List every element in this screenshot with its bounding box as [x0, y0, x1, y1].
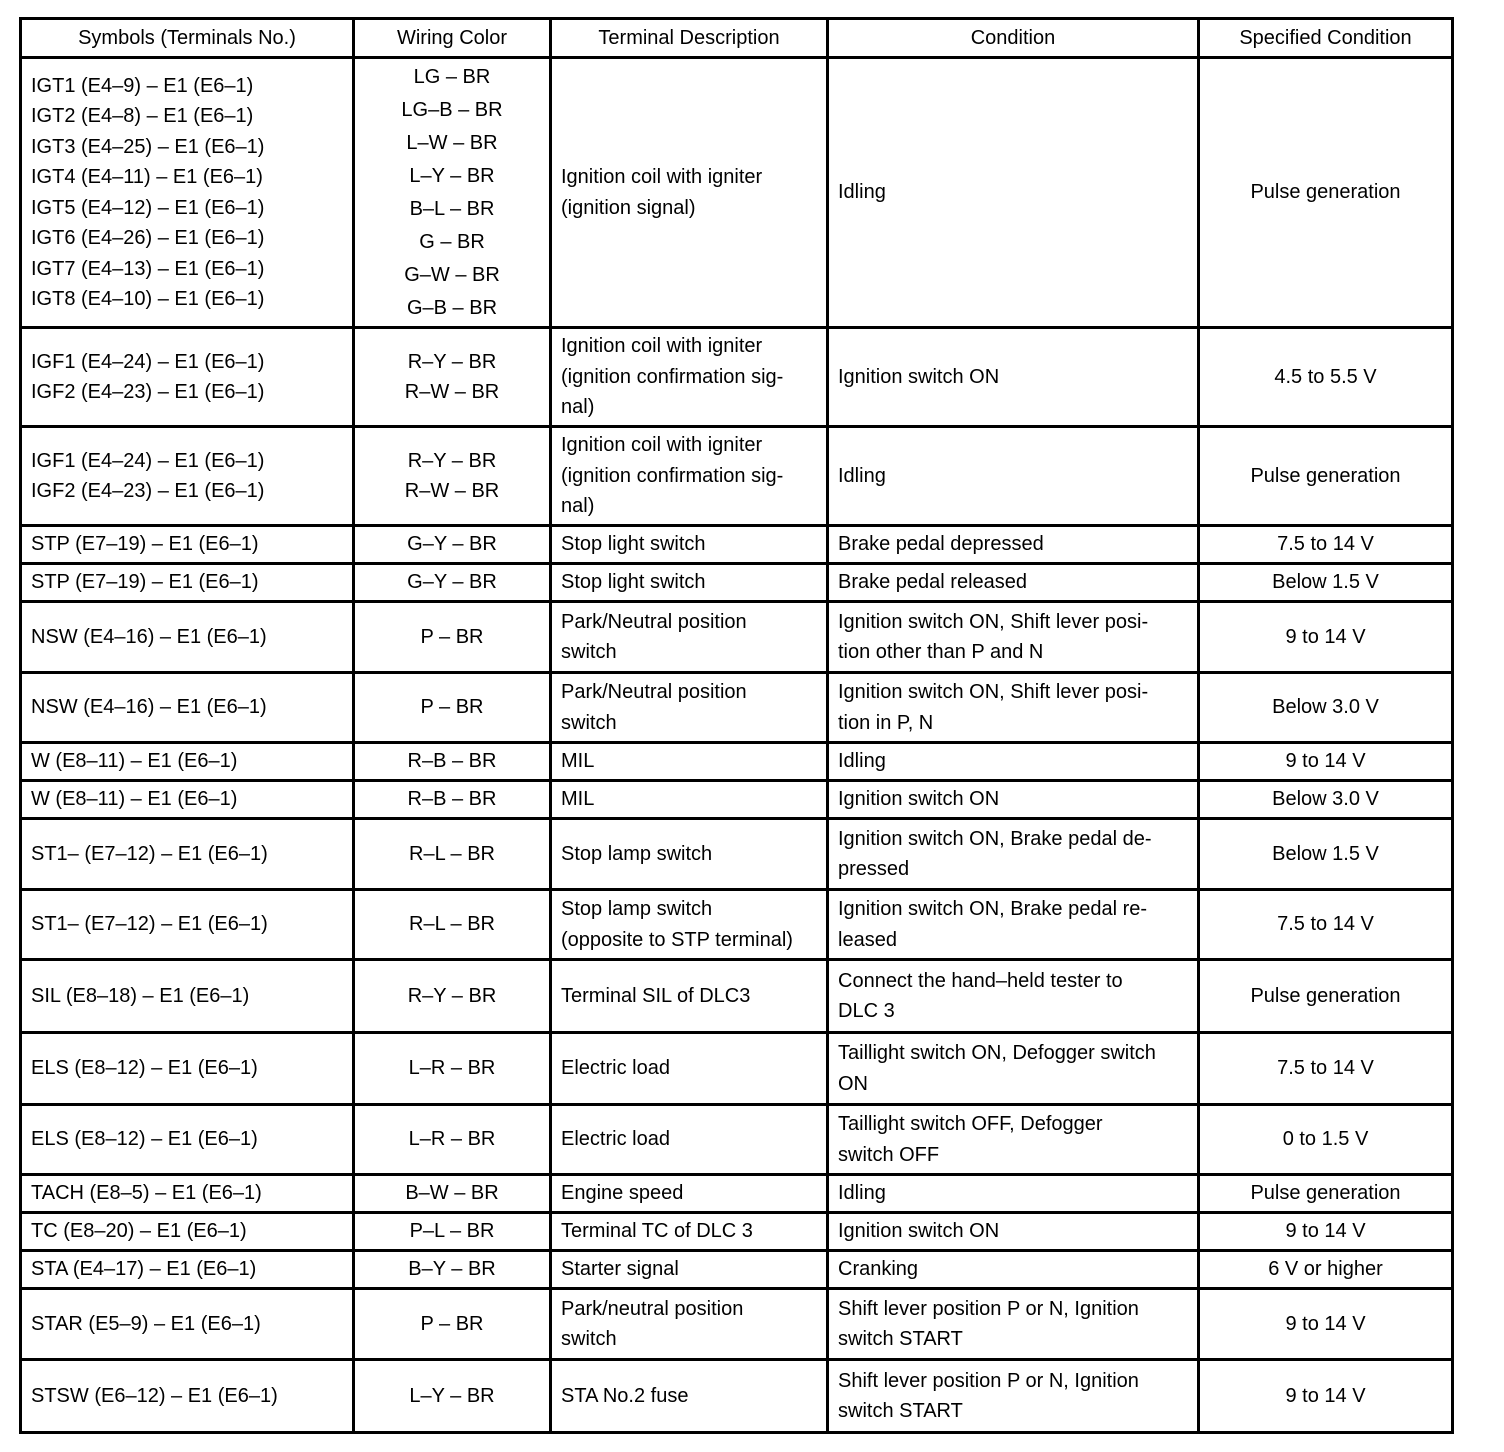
cell-text-line: Ignition switch ON, Shift lever posi- [838, 610, 1149, 633]
cell-wiring-color [354, 673, 551, 743]
cell-terminal-description [551, 526, 828, 564]
cell-text-line: Ignition switch ON, Brake pedal de- [838, 827, 1152, 850]
cell-condition [828, 673, 1199, 743]
cell-text-line: ELS (E8–12) – E1 (E6–1) [31, 1057, 258, 1080]
cell-text-line: L–W – BR [406, 131, 498, 154]
cell-specified-condition [1199, 1251, 1453, 1289]
cell-terminal-description [551, 1213, 828, 1251]
cell-text-line: R–L – BR [409, 842, 495, 865]
cell-text-line: W (E8–11) – E1 (E6–1) [31, 788, 238, 811]
cell-text-line: Idling [838, 750, 886, 773]
cell-terminal-description [551, 673, 828, 743]
header-terminal-description: Terminal Description [551, 19, 828, 58]
cell-terminal-description [551, 1251, 828, 1289]
cell-symbols [21, 564, 354, 602]
cell-text-line: nal) [561, 495, 595, 518]
cell-text-line: 7.5 to 14 V [1277, 533, 1374, 556]
cell-text-line: STA (E4–17) – E1 (E6–1) [31, 1258, 257, 1281]
cell-terminal-description [551, 1105, 828, 1175]
cell-text-line: Below 3.0 V [1272, 788, 1379, 811]
cell-text-line: nal) [561, 396, 595, 419]
cell-condition [828, 819, 1199, 890]
cell-specified-condition [1199, 328, 1453, 427]
cell-text-line: NSW (E4–16) – E1 (E6–1) [31, 625, 267, 648]
cell-wiring-color [354, 743, 551, 781]
cell-wiring-color [354, 1033, 551, 1105]
cell-symbols [21, 1251, 354, 1289]
cell-text-line: switch [561, 711, 617, 734]
cell-symbols [21, 1033, 354, 1105]
cell-wiring-color [354, 819, 551, 890]
cell-condition [828, 1289, 1199, 1360]
cell-text-line: G – BR [419, 230, 485, 253]
cell-specified-condition [1199, 781, 1453, 819]
cell-text-line: 9 to 14 V [1285, 625, 1366, 648]
cell-terminal-description [551, 781, 828, 819]
cell-symbols [21, 526, 354, 564]
table-row [21, 427, 1453, 526]
cell-text-line: LG – BR [413, 65, 491, 88]
cell-text-line: IGT4 (E4–11) – E1 (E6–1) [31, 166, 263, 188]
cell-text-line: Below 1.5 V [1272, 571, 1379, 594]
table-row [21, 602, 1453, 673]
cell-text-line: 7.5 to 14 V [1277, 913, 1374, 936]
cell-text-line: Idling [838, 1182, 886, 1205]
cell-text-line: IGF1 (E4–24) – E1 (E6–1) [31, 449, 265, 472]
cell-wiring-color [354, 1175, 551, 1213]
cell-terminal-description [551, 1175, 828, 1213]
cell-wiring-color [354, 890, 551, 960]
cell-text-line: P–L – BR [409, 1220, 495, 1243]
header-specified-condition: Specified Condition [1199, 19, 1453, 58]
cell-symbols [21, 743, 354, 781]
cell-terminal-description [551, 564, 828, 602]
table-row [21, 1033, 1453, 1105]
cell-text-line: Ignition coil with igniter [561, 166, 763, 188]
cell-condition [828, 960, 1199, 1033]
cell-text-line: R–Y – BR [407, 449, 497, 472]
cell-text-line: NSW (E4–16) – E1 (E6–1) [31, 696, 267, 719]
cell-text-line: TACH (E8–5) – E1 (E6–1) [31, 1182, 262, 1205]
cell-text-line: R–L – BR [409, 913, 495, 936]
cell-text-line: IGT8 (E4–10) – E1 (E6–1) [31, 288, 265, 310]
cell-specified-condition [1199, 526, 1453, 564]
cell-text-line: Ignition switch ON, Shift lever posi- [838, 681, 1149, 703]
cell-text-line: Cranking [838, 1258, 919, 1281]
cell-text-line: TC (E8–20) – E1 (E6–1) [31, 1220, 247, 1243]
table-row [21, 1105, 1453, 1175]
cell-text-line: Stop lamp switch [561, 898, 713, 920]
cell-condition [828, 1105, 1199, 1175]
cell-text-line: leased [838, 928, 897, 951]
cell-specified-condition [1199, 960, 1453, 1033]
cell-text-line: L–R – BR [408, 1128, 496, 1151]
cell-text-line: Brake pedal depressed [838, 533, 1044, 556]
cell-text-line: B–W – BR [405, 1182, 499, 1205]
cell-text-line: 4.5 to 5.5 V [1274, 365, 1377, 388]
cell-condition [828, 1360, 1199, 1433]
cell-terminal-description [551, 743, 828, 781]
cell-text-line: 9 to 14 V [1285, 1312, 1366, 1335]
cell-terminal-description [551, 890, 828, 960]
cell-text-line: Engine speed [561, 1182, 684, 1205]
cell-symbols [21, 781, 354, 819]
cell-condition [828, 890, 1199, 960]
cell-text-line: STP (E7–19) – E1 (E6–1) [31, 533, 259, 556]
cell-wiring-color [354, 526, 551, 564]
cell-text-line: (ignition signal) [561, 196, 696, 219]
cell-text-line: L–Y – BR [409, 164, 495, 187]
cell-text-line: B–Y – BR [408, 1258, 496, 1281]
cell-text-line: IGT3 (E4–25) – E1 (E6–1) [31, 135, 265, 158]
cell-text-line: Brake pedal released [838, 571, 1028, 594]
cell-specified-condition [1199, 58, 1453, 328]
table-row [21, 526, 1453, 564]
cell-symbols [21, 890, 354, 960]
cell-text-line: STAR (E5–9) – E1 (E6–1) [31, 1312, 261, 1335]
cell-text-line: Terminal SIL of DLC3 [561, 984, 751, 1007]
cell-text-line: Ignition switch ON [838, 1220, 1000, 1243]
cell-symbols [21, 602, 354, 673]
cell-text-line: Electric load [561, 1057, 670, 1080]
cell-condition [828, 427, 1199, 526]
cell-text-line: switch START [838, 1328, 963, 1350]
cell-text-line: Park/neutral position [561, 1297, 744, 1320]
cell-text-line: STA No.2 fuse [561, 1384, 689, 1407]
cell-text-line: ELS (E8–12) – E1 (E6–1) [31, 1128, 258, 1151]
cell-text-line: Pulse generation [1250, 181, 1401, 204]
cell-symbols [21, 1175, 354, 1213]
cell-text-line: P – BR [420, 1312, 484, 1335]
terminal-spec-table [19, 17, 1454, 1434]
cell-text-line: ST1– (E7–12) – E1 (E6–1) [31, 842, 268, 865]
cell-text-line: tion in P, N [838, 711, 934, 734]
table-row [21, 960, 1453, 1033]
cell-wiring-color [354, 427, 551, 526]
cell-text-line: R–Y – BR [407, 984, 497, 1007]
header-wiring-color: Wiring Color [354, 19, 551, 58]
cell-text-line: Ignition switch ON, Brake pedal re- [838, 898, 1148, 920]
cell-text-line: Connect the hand–held tester to [838, 969, 1123, 992]
cell-condition [828, 58, 1199, 328]
cell-text-line: STSW (E6–12) – E1 (E6–1) [31, 1384, 278, 1407]
cell-text-line: Starter signal [561, 1258, 679, 1281]
cell-text-line: Electric load [561, 1128, 670, 1151]
cell-wiring-color [354, 1213, 551, 1251]
cell-text-line: MIL [561, 788, 595, 811]
table-row [21, 781, 1453, 819]
cell-condition [828, 781, 1199, 819]
cell-text-line: IGT1 (E4–9) – E1 (E6–1) [31, 74, 254, 97]
cell-text-line: G–W – BR [404, 263, 500, 286]
table-row [21, 743, 1453, 781]
cell-text-line: 9 to 14 V [1285, 750, 1366, 773]
cell-symbols [21, 1289, 354, 1360]
cell-text-line: 6 V or higher [1268, 1258, 1383, 1281]
table-row [21, 819, 1453, 890]
cell-terminal-description [551, 1033, 828, 1105]
cell-wiring-color [354, 1105, 551, 1175]
cell-symbols [21, 673, 354, 743]
table-row [21, 1289, 1453, 1360]
cell-symbols [21, 819, 354, 890]
table-body [21, 58, 1453, 1433]
cell-text-line: Stop lamp switch [561, 842, 713, 865]
cell-text-line: Stop light switch [561, 571, 706, 594]
table-row [21, 1175, 1453, 1213]
cell-text-line: Idling [838, 181, 886, 204]
cell-terminal-description [551, 1289, 828, 1360]
cell-text-line: IGT7 (E4–13) – E1 (E6–1) [31, 257, 265, 280]
cell-text-line: R–B – BR [407, 788, 497, 811]
cell-specified-condition [1199, 427, 1453, 526]
cell-text-line: 7.5 to 14 V [1277, 1057, 1374, 1080]
cell-specified-condition [1199, 819, 1453, 890]
table-row [21, 1251, 1453, 1289]
cell-terminal-description [551, 1360, 828, 1433]
cell-specified-condition [1199, 602, 1453, 673]
cell-text-line: Shift lever position P or N, Ignition [838, 1297, 1139, 1320]
cell-text-line: R–W – BR [404, 381, 500, 403]
cell-text-line: Taillight switch ON, Defogger switch [838, 1042, 1156, 1064]
table-row [21, 890, 1453, 960]
cell-specified-condition [1199, 1105, 1453, 1175]
cell-text-line: 0 to 1.5 V [1282, 1128, 1369, 1151]
cell-text-line: DLC 3 [838, 1000, 895, 1022]
cell-wiring-color [354, 602, 551, 673]
cell-text-line: STP (E7–19) – E1 (E6–1) [31, 571, 259, 594]
cell-text-line: Taillight switch OFF, Defogger [838, 1113, 1103, 1135]
cell-terminal-description [551, 58, 828, 328]
table-row [21, 564, 1453, 602]
header-condition: Condition [828, 19, 1199, 58]
cell-condition [828, 328, 1199, 427]
cell-condition [828, 743, 1199, 781]
cell-text-line: LG–B – BR [401, 98, 503, 121]
cell-text-line: (opposite to STP terminal) [561, 928, 793, 951]
cell-text-line: Pulse generation [1250, 464, 1401, 487]
cell-text-line: Pulse generation [1250, 984, 1401, 1007]
cell-text-line: MIL [561, 750, 595, 773]
cell-text-line: G–Y – BR [407, 533, 497, 556]
cell-text-line: W (E8–11) – E1 (E6–1) [31, 750, 238, 773]
cell-text-line: B–L – BR [409, 197, 495, 220]
cell-terminal-description [551, 960, 828, 1033]
cell-condition [828, 1175, 1199, 1213]
cell-terminal-description [551, 602, 828, 673]
cell-wiring-color [354, 1251, 551, 1289]
cell-wiring-color [354, 781, 551, 819]
cell-text-line: IGF2 (E4–23) – E1 (E6–1) [31, 381, 265, 403]
cell-symbols [21, 1105, 354, 1175]
cell-condition [828, 1213, 1199, 1251]
cell-text-line: R–B – BR [407, 750, 497, 773]
cell-terminal-description [551, 427, 828, 526]
cell-specified-condition [1199, 743, 1453, 781]
cell-text-line: G–B – BR [406, 296, 498, 319]
cell-symbols [21, 328, 354, 427]
cell-text-line: R–W – BR [404, 480, 500, 502]
cell-text-line: IGF1 (E4–24) – E1 (E6–1) [31, 350, 265, 373]
cell-text-line: Park/Neutral position [561, 610, 747, 633]
cell-text-line: Below 3.0 V [1272, 696, 1379, 719]
cell-text-line: L–Y – BR [409, 1384, 495, 1407]
cell-text-line: switch START [838, 1400, 963, 1422]
cell-text-line: Pulse generation [1250, 1182, 1401, 1205]
cell-specified-condition [1199, 1033, 1453, 1105]
cell-text-line: IGT2 (E4–8) – E1 (E6–1) [31, 105, 254, 127]
cell-text-line: Stop light switch [561, 533, 706, 556]
cell-condition [828, 526, 1199, 564]
cell-wiring-color [354, 1360, 551, 1433]
cell-specified-condition [1199, 564, 1453, 602]
cell-wiring-color [354, 328, 551, 427]
table-header-row [21, 19, 1453, 58]
cell-text-line: 9 to 14 V [1285, 1384, 1366, 1407]
cell-text-line: switch OFF [838, 1143, 940, 1166]
cell-text-line: Ignition switch ON [838, 788, 1000, 811]
cell-wiring-color [354, 960, 551, 1033]
header-symbols: Symbols (Terminals No.) [21, 19, 354, 58]
cell-text-line: ST1– (E7–12) – E1 (E6–1) [31, 913, 268, 936]
table-row [21, 58, 1453, 328]
cell-condition [828, 602, 1199, 673]
cell-text-line: (ignition confirmation sig- [561, 365, 784, 388]
cell-text-line: Park/Neutral position [561, 681, 747, 703]
cell-text-line: pressed [838, 858, 910, 880]
cell-text-line: P – BR [420, 625, 484, 648]
table-row [21, 1213, 1453, 1251]
cell-text-line: IGF2 (E4–23) – E1 (E6–1) [31, 480, 265, 502]
cell-terminal-description [551, 328, 828, 427]
cell-text-line: IGT6 (E4–26) – E1 (E6–1) [31, 227, 265, 249]
cell-symbols [21, 1213, 354, 1251]
cell-specified-condition [1199, 1175, 1453, 1213]
cell-text-line: Terminal TC of DLC 3 [561, 1220, 753, 1243]
cell-text-line: Below 1.5 V [1272, 842, 1379, 865]
cell-condition [828, 1033, 1199, 1105]
cell-text-line: P – BR [420, 696, 484, 719]
cell-wiring-color [354, 58, 551, 328]
cell-specified-condition [1199, 1360, 1453, 1433]
cell-text-line: R–Y – BR [407, 350, 497, 373]
cell-text-line: Ignition coil with igniter [561, 335, 763, 358]
cell-terminal-description [551, 819, 828, 890]
cell-text-line: switch [561, 1328, 617, 1350]
cell-text-line: L–R – BR [408, 1057, 496, 1080]
table-row [21, 673, 1453, 743]
cell-text-line: Ignition coil with igniter [561, 434, 763, 457]
cell-condition [828, 1251, 1199, 1289]
table-row [21, 1360, 1453, 1433]
cell-symbols [21, 1360, 354, 1433]
cell-specified-condition [1199, 1213, 1453, 1251]
cell-text-line: IGT5 (E4–12) – E1 (E6–1) [31, 196, 265, 219]
cell-specified-condition [1199, 890, 1453, 960]
cell-text-line: (ignition confirmation sig- [561, 464, 784, 487]
cell-specified-condition [1199, 1289, 1453, 1360]
cell-text-line: 9 to 14 V [1285, 1220, 1366, 1243]
cell-wiring-color [354, 1289, 551, 1360]
cell-text-line: ON [838, 1072, 868, 1095]
cell-text-line: SIL (E8–18) – E1 (E6–1) [31, 984, 250, 1007]
table-row [21, 328, 1453, 427]
cell-text-line: Ignition switch ON [838, 365, 1000, 388]
cell-symbols [21, 960, 354, 1033]
cell-text-line: tion other than P and N [838, 641, 1044, 663]
cell-specified-condition [1199, 673, 1453, 743]
cell-condition [828, 564, 1199, 602]
cell-wiring-color [354, 564, 551, 602]
cell-text-line: switch [561, 641, 617, 663]
cell-text-line: G–Y – BR [407, 571, 497, 594]
cell-text-line: Idling [838, 464, 886, 487]
cell-symbols [21, 58, 354, 328]
cell-text-line: Shift lever position P or N, Ignition [838, 1369, 1139, 1392]
cell-symbols [21, 427, 354, 526]
